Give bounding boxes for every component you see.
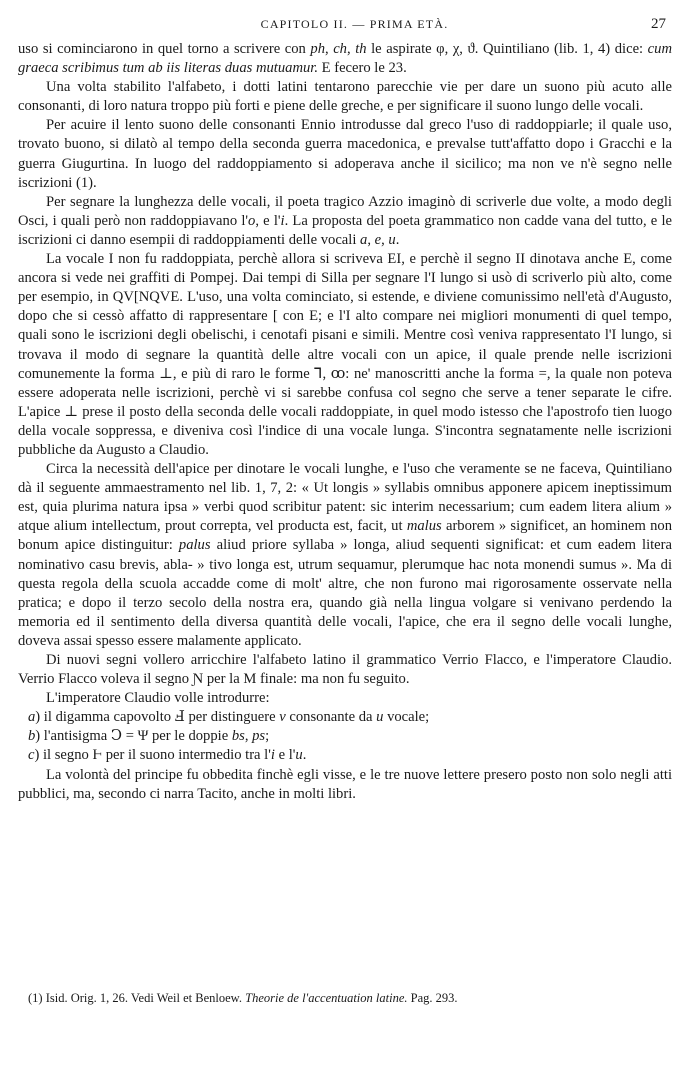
paragraph: L'imperatore Claudio volle introdurre:: [46, 690, 270, 707]
list-item: b) l'antisigma Ↄ = Ψ per le doppie bs, ps;: [28, 728, 270, 745]
page: [18, 16, 672, 804]
list-item: c) il segno Ⱶ per il suono intermedio tra l'i e l'u.: [28, 747, 307, 764]
paragraph: La volontà del principe fu obbedita finchè egli visse, e le tre nuove lettere presero posto non solo negli atti pubblici, ma, secondo ci narra Tacito, anche in molti libri.: [18, 766, 672, 802]
paragraph: Una volta stabilito l'alfabeto, i dotti latini tentarono parecchie vie per dare un suono più acuto alle consonanti, di loro natura troppo più forti e piene delle greche, e per significare il suono lungo delle vocali.: [18, 79, 672, 115]
paragraph: Per acuire il lento suono delle consonanti Ennio introdusse dal greco l'uso di raddoppiarle; il quale uso, trovato buono, si dilatò al tempo della seconda guerra macedonica, e prevalse tutt'affatto dopo i Gracchi e la guerra Giugurtina. In luogo del raddoppiamento si adoperava anche il sicilico; ma non ve n'è segno nelle iscrizioni (1).: [18, 117, 672, 191]
chapter-title: CAPITOLO II. — PRIMA ETÀ.: [260, 17, 449, 31]
paragraph: La vocale I non fu raddoppiata, perchè allora si scriveva EI, e perchè il segno II dinotava anche E, come ancora si vede nei graffiti di Pompej. Dai tempi di Silla per segnare l'I lungo si usò di scriverlo più alto, come per esempio, in QV[NQVE. L'uso, una volta cominciato, si estende, e diviene comunissimo nell'età d'Augusto, dopo che si cessò affatto di rappresentare [ con E; e l'I alto compare nei migliori monumenti di quel tempo, quali sono le iscrizioni degli obelischi, i cenotafi pisani e simili. Mentre così veniva rappresentato l'I lungo, si trovava il modo di segnare la quantità delle altre vocali con un apice, il quale prende nelle iscrizioni comunemente la forma ⊥, e più di raro le forme ꓶ, ꝏ: ne' manoscritti anche la forma =, la quale non poteva essere adoperata nelle iscrizioni, perchè vi si sarebbe confusa col segno che serve a tener separate le cifre. L'apice ⊥ prese il posto della seconda delle vocali raddoppiate, in quel modo istesso che l'apostrofo tien luogo della vocale soppressa, e diveniva così l'indice di una vocale lunga. S'incontra segnatamente nelle iscrizioni pubbliche da Augusto a Claudio.: [18, 251, 672, 458]
paragraph: Per segnare la lunghezza delle vocali, il poeta tragico Azzio imaginò di scriverle due volte, a modo degli Osci, i quali però non raddoppiavano l'o, e l'i. La proposta del poeta grammatico non cadde vana del tutto, e le iscrizioni ci danno esempii di raddoppiamenti delle vocali a, e, u.: [18, 193, 673, 248]
paragraph: uso si cominciarono in quel torno a scrivere con ph, ch, th le aspirate φ, χ, ϑ. Quintiliano (lib. 1, 4) dice: cum graeca scribimus tum ab iis literas duas mutuamur. E fecero le 23.: [18, 41, 672, 77]
running-header: [18, 16, 672, 38]
paragraph: Circa la necessità dell'apice per dinotare le vocali lunghe, e l'uso che veramente se ne faceva, Quintiliano dà il seguente ammaestramento nel lib. 1, 7, 2: « Ut longis » syllabis omnibus apponere apicem ineptissimum est, quia plurima natura ipsa » verbi quod scribitur patent: sic interim necessarium; cum eadem litera alium » atque alium intellectum, prout correpta, vel producta est, facit, ut malus arborem » significet, an hominem non bonum apice distinguitur: palus aliud priore syllaba » longa, aliud sequenti significat: et cum eadem litera nominativo casu brevis, abla- » tivo longa est, utrum sequamur, plerumque hac nota monendi sumus ». Ma di questa regola della scuola accadde come di molt' altre, che non furono mai rigorosamente osservate nella pratica; e dopo il terzo secolo della nostra era, quando già nella lingua volgare si venivano perdendo la memoria ed il sentimento della diversa quantità delle vocali, l'apice, che era il segno delle vocali lunghe, doveva assai spesso essere malamente applicato.: [18, 461, 672, 649]
paragraph: Di nuovi segni vollero arricchire l'alfabeto latino il grammatico Verrio Flacco, e l'imperatore Claudio. Verrio Flacco voleva il segno Ɲ per la M finale: ma non fu seguito.: [18, 652, 672, 688]
list-item: a) il digamma capovolto Ⅎ per distinguere v consonante da u vocale;: [28, 709, 430, 726]
body-text: [18, 40, 672, 804]
page-number: 27: [651, 16, 666, 32]
footnote: (1) Isid. Orig. 1, 26. Vedi Weil et Benloew. Theorie de l'accentuation latine. Pag. 293.: [28, 991, 458, 1005]
